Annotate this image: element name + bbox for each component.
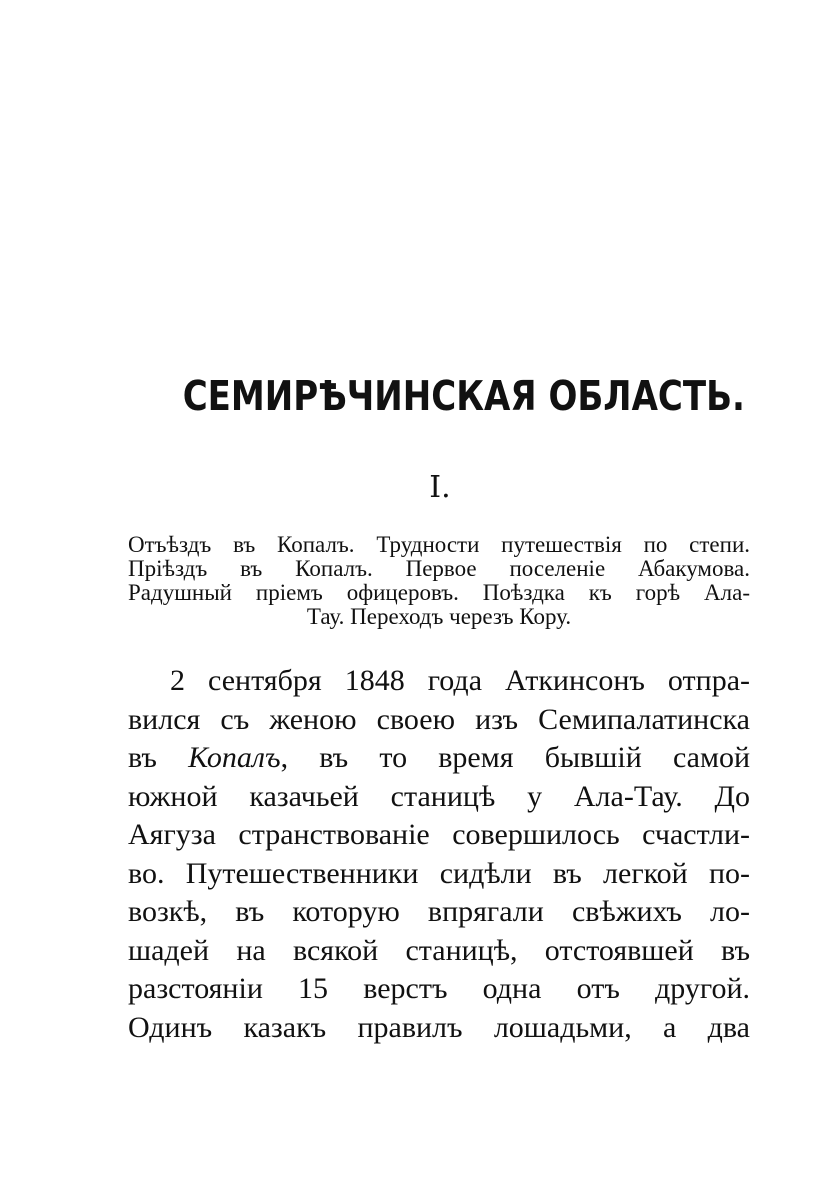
chapter-summary — [128, 533, 750, 629]
body-line — [128, 739, 750, 778]
body-text-segment: , въ то время бывшій самой — [280, 741, 750, 774]
body-line: Одинъ казакъ правилъ лошадьми, а два — [128, 1010, 750, 1044]
body-line: разстояніи 15 верстъ одна отъ другой. — [128, 972, 750, 1005]
summary-line: Радушный пріемъ офицеровъ. Поѣздка къ горѣ Ала- — [128, 580, 750, 605]
body-line: вился съ женою своею изъ Семипалатинска — [128, 702, 750, 736]
body-line: возкѣ, въ которую впрягали свѣжихъ ло- — [128, 895, 750, 928]
summary-line: Отъѣздъ въ Копалъ. Трудности путешествія по степи. — [128, 532, 750, 557]
summary-line: Пріѣздъ въ Копалъ. Первое поселеніе Абакумова. — [128, 556, 750, 581]
chapter-number: I. — [429, 470, 451, 505]
body-line: шадей на всякой станицѣ, отстоявшей въ — [128, 933, 750, 967]
body-line: южной казачьей станицѣ у Ала-Тау. До — [128, 779, 750, 813]
page-title: СЕМИРѢЧИНСКАЯ ОБЛАСТЬ. — [182, 372, 745, 420]
body-text-segment: въ — [128, 741, 189, 774]
body-line: Аягуза странствованіе совершилось счастли- — [128, 818, 750, 851]
place-name-italic: Копалъ — [188, 741, 281, 774]
body-line: 2 сентября 1848 года Аткинсонъ отпра- — [170, 664, 750, 697]
body-text — [128, 662, 750, 1047]
summary-line: Тау. Переходъ черезъ Кору. — [306, 604, 572, 629]
body-line: во. Путешественники сидѣли въ легкой по- — [128, 856, 750, 890]
